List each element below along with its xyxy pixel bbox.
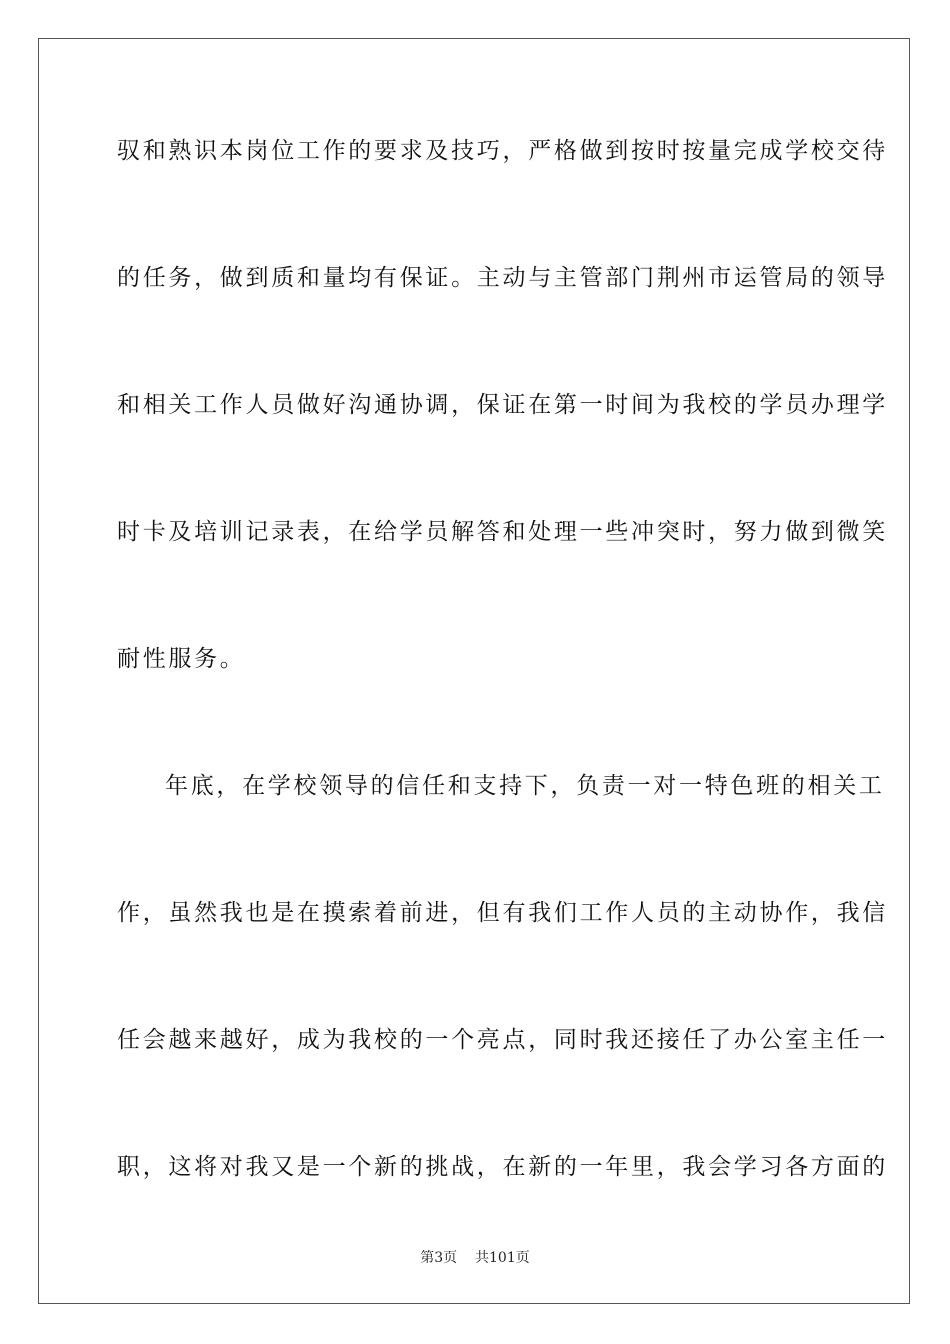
page-footer bbox=[0, 1247, 950, 1267]
text-line-8: 任会越来越好，成为我校的一个亮点，同时我还接任了办公室主任一 bbox=[117, 1027, 888, 1053]
text-line-2: 的任务，做到质和量均有保证。主动与主管部门荆州市运管局的领导 bbox=[117, 265, 888, 291]
text-line-1: 驭和熟识本岗位工作的要求及技巧，严格做到按时按量完成学校交待 bbox=[117, 138, 888, 164]
page-total: 共101页 bbox=[475, 1250, 530, 1266]
text-line-3: 和相关工作人员做好沟通协调，保证在第一时间为我校的学员办理学 bbox=[117, 392, 888, 418]
text-line-7: 作，虽然我也是在摸索着前进，但有我们工作人员的主动协作，我信 bbox=[117, 900, 888, 926]
text-line-9: 职，这将对我又是一个新的挑战，在新的一年里，我会学习各方面的 bbox=[117, 1154, 888, 1180]
text-line-4: 时卡及培训记录表，在给学员解答和处理一些冲突时，努力做到微笑 bbox=[117, 519, 888, 545]
text-line-5: 耐性服务。 bbox=[117, 646, 246, 672]
text-line-6: 年底，在学校领导的信任和支持下，负责一对一特色班的相关工 bbox=[165, 773, 885, 799]
page-number: 第3页 bbox=[420, 1250, 458, 1266]
